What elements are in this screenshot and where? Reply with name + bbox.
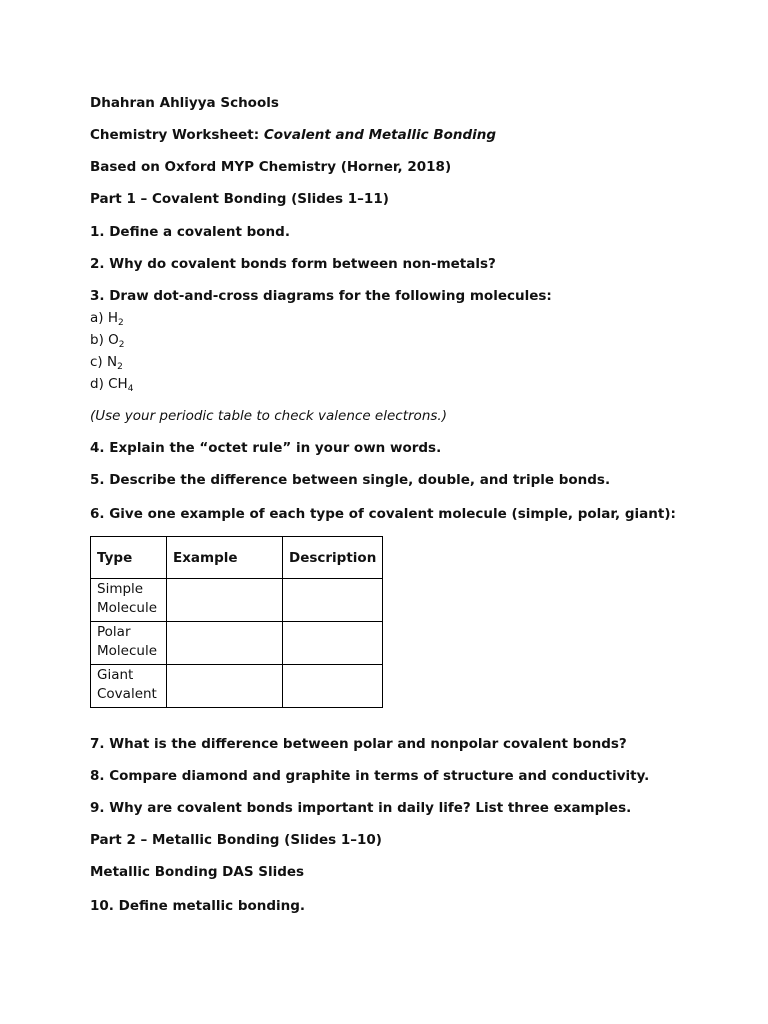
molecule-item: b) $O_2$ xyxy=(90,332,125,350)
worksheet-title xyxy=(90,126,496,144)
table-cell-description[interactable] xyxy=(283,579,383,622)
part2-heading: Part 2 – Metallic Bonding (Slides 1–10) xyxy=(90,832,382,848)
table-row xyxy=(91,665,383,708)
question-3: 3. Draw dot-and-cross diagrams for the following molecules: xyxy=(90,288,552,304)
title-prefix: Chemistry Worksheet: xyxy=(90,127,264,143)
table-cell-example[interactable] xyxy=(167,579,283,622)
table-header-type: Type xyxy=(91,537,167,579)
table-cell-example[interactable] xyxy=(167,622,283,665)
source-line: Based on Oxford MYP Chemistry (Horner, 2018) xyxy=(90,159,452,175)
question-2: 2. Why do covalent bonds form between non-metals? xyxy=(90,256,496,272)
metallic-bonding-slides-link[interactable]: Metallic Bonding DAS Slides xyxy=(90,864,305,880)
table-cell-type: Simple Molecule xyxy=(91,579,167,622)
question-10: 10. Define metallic bonding. xyxy=(90,898,306,914)
molecule-item: c) $N_2$ xyxy=(90,354,123,372)
table-row xyxy=(91,622,383,665)
question-1: 1. Define a covalent bond. xyxy=(90,224,290,240)
covalent-molecule-table xyxy=(90,536,383,708)
table-cell-description[interactable] xyxy=(283,665,383,708)
table-cell-description[interactable] xyxy=(283,622,383,665)
question-8: 8. Compare diamond and graphite in terms of structure and conductivity. xyxy=(90,768,650,784)
molecule-item: a) $H_2$ xyxy=(90,310,124,328)
question-6: 6. Give one example of each type of covalent molecule (simple, polar, giant): xyxy=(90,506,676,522)
table-header-example: Example xyxy=(167,537,283,579)
table-cell-example[interactable] xyxy=(167,665,283,708)
part1-heading: Part 1 – Covalent Bonding (Slides 1–11) xyxy=(90,191,389,207)
molecule-item: d) $CH_4$ xyxy=(90,376,134,394)
table-header-description: Description xyxy=(283,537,383,579)
school-name: Dhahran Ahliyya Schools xyxy=(90,95,279,111)
table-cell-type: Giant Covalent xyxy=(91,665,167,708)
table-cell-type: Polar Molecule xyxy=(91,622,167,665)
question-4: 4. Explain the “octet rule” in your own words. xyxy=(90,440,442,456)
question-9: 9. Why are covalent bonds important in daily life? List three examples. xyxy=(90,800,632,816)
hint-note: (Use your periodic table to check valence electrons.) xyxy=(90,408,447,424)
question-7: 7. What is the difference between polar and nonpolar covalent bonds? xyxy=(90,736,627,752)
question-5: 5. Describe the difference between single, double, and triple bonds. xyxy=(90,472,611,488)
title-topic: Covalent and Metallic Bonding xyxy=(263,127,497,143)
table-row xyxy=(91,579,383,622)
table-header-row xyxy=(91,537,383,579)
